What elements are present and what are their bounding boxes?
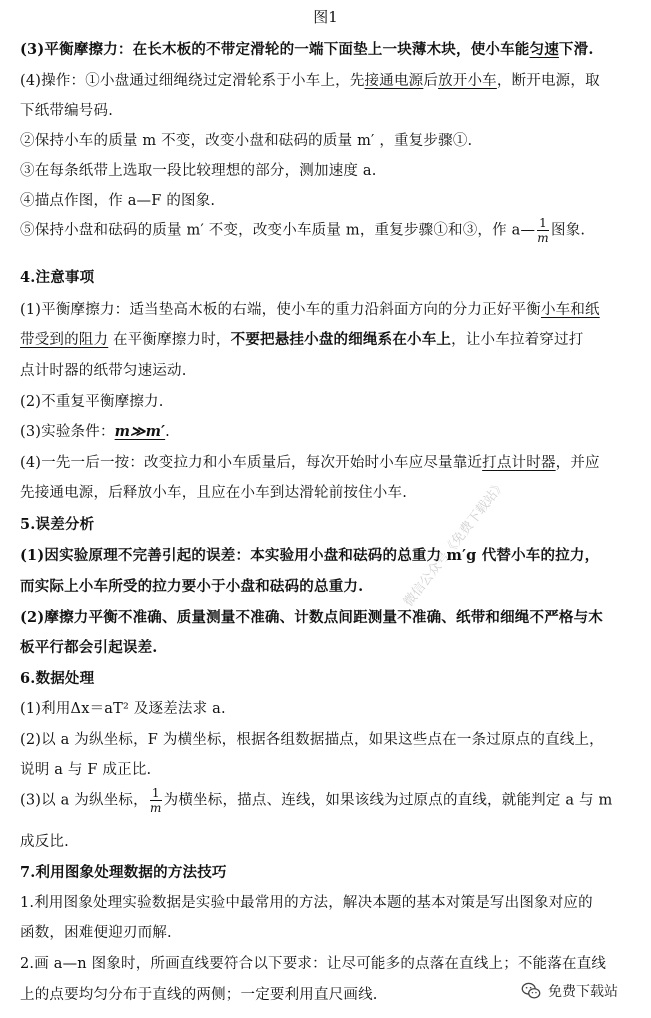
line-4-operation: (4)操作：①小盘通过细绳绕过定滑轮系于小车上，先接通电源后放开小车，断开电源，取	[20, 73, 600, 89]
heading-notes: 4.注意事项	[20, 269, 95, 286]
line-step-2: ②保持小车的质量 m 不变，改变小盘和砝码的质量 m′ ，重复步骤①.	[20, 133, 473, 149]
line-error-1: (1)因实验原理不完善引起的误差：本实验用小盘和砝码的总重力 m′g 代替小车的拉力，	[20, 547, 600, 564]
line-tech-2: 2.画 a—n 图象时，所画直线要符合以下要求：让尽可能多的点落在直线上；不能落在直线	[20, 956, 607, 972]
line-data-2: (2)以 a 为纵坐标，F 为横坐标，根据各组数据描点，如果这些点在一条过原点的直线上，	[20, 732, 604, 748]
line-3-balance-friction: (3)平衡摩擦力：在长木板的不带定滑轮的一端下面垫上一块薄木块，使小车能匀速下滑.	[20, 41, 594, 58]
line-tech-2-cont: 上的点要均匀分布于直线的两侧；一定要利用直尺画线.	[20, 987, 378, 1003]
figure-caption: 图1	[313, 8, 338, 26]
line-step-4: ④描点作图，作 a—F 的图象.	[20, 193, 216, 209]
line-step-3: ③在每条纸带上选取一段比较理想的部分，测加速度 a.	[20, 163, 377, 179]
line-data-3: (3)以 a 为纵坐标， $\frac{1}{m}$ 为横坐标，描点、连线，如果该线为过原点的直线，就能判定 a 与 m	[20, 786, 613, 815]
line-note-1-cont: 带受到的阻力 在平衡摩擦力时，不要把悬挂小盘的细绳系在小车上，让小车拉着穿过打	[20, 331, 584, 348]
line-note-4-cont: 先接通电源，后释放小车，且应在小车到达滑轮前按住小车.	[20, 485, 408, 501]
line-note-4: (4)一先一后一按：改变拉力和小车质量后，每次开始时小车应尽量靠近打点计时器，并应	[20, 455, 600, 471]
watermark: 微信公众号《免费下载站》	[401, 477, 510, 610]
line-data-2-cont: 说明 a 与 F 成正比.	[20, 762, 152, 778]
brand-name: 免费下载站	[548, 984, 618, 1000]
line-note-3: (3)实验条件：m≫m′.	[20, 423, 170, 440]
line-data-1: (1)利用Δx＝aT² 及逐差法求 a.	[20, 701, 226, 717]
line-4-operation-cont: 下纸带编号码.	[20, 103, 114, 119]
line-step-5: ⑤保持小盘和砝码的质量 m′ 不变，改变小车质量 m，重复步骤①和③，作 a— $\frac{1}{m}$ 图象.	[20, 216, 586, 245]
fraction-1-over-m-2: $\frac{1}{m}$	[149, 786, 162, 815]
line-error-2-cont: 板平行都会引起误差.	[20, 639, 158, 656]
line-tech-1: 1.利用图象处理实验数据是实验中最常用的方法，解决本题的基本对策是写出图象对应的	[20, 895, 593, 911]
heading-error-analysis: 5.误差分析	[20, 516, 95, 533]
line-data-3-cont: 成反比.	[20, 834, 69, 850]
line-note-1-end: 点计时器的纸带匀速运动.	[20, 363, 187, 379]
brand-badge	[520, 980, 618, 1002]
heading-graph-techniques: 7.利用图象处理数据的方法技巧	[20, 864, 227, 881]
wechat-icon	[520, 980, 542, 1002]
line-error-2: (2)摩擦力平衡不准确、质量测量不准确、计数点间距测量不准确、纸带和细绳不严格与木	[20, 609, 604, 626]
line-note-1: (1)平衡摩擦力：适当垫高木板的右端，使小车的重力沿斜面方向的分力正好平衡小车和纸	[20, 302, 600, 318]
line-error-1-cont: 而实际上小车所受的拉力要小于小盘和砝码的总重力.	[20, 578, 364, 595]
heading-data-processing: 6.数据处理	[20, 670, 95, 687]
fraction-1-over-m: $\frac{1}{m}$	[537, 216, 549, 245]
line-note-2: (2)不重复平衡摩擦力.	[20, 394, 164, 410]
line-tech-1-cont: 函数，困难便迎刃而解.	[20, 925, 172, 941]
